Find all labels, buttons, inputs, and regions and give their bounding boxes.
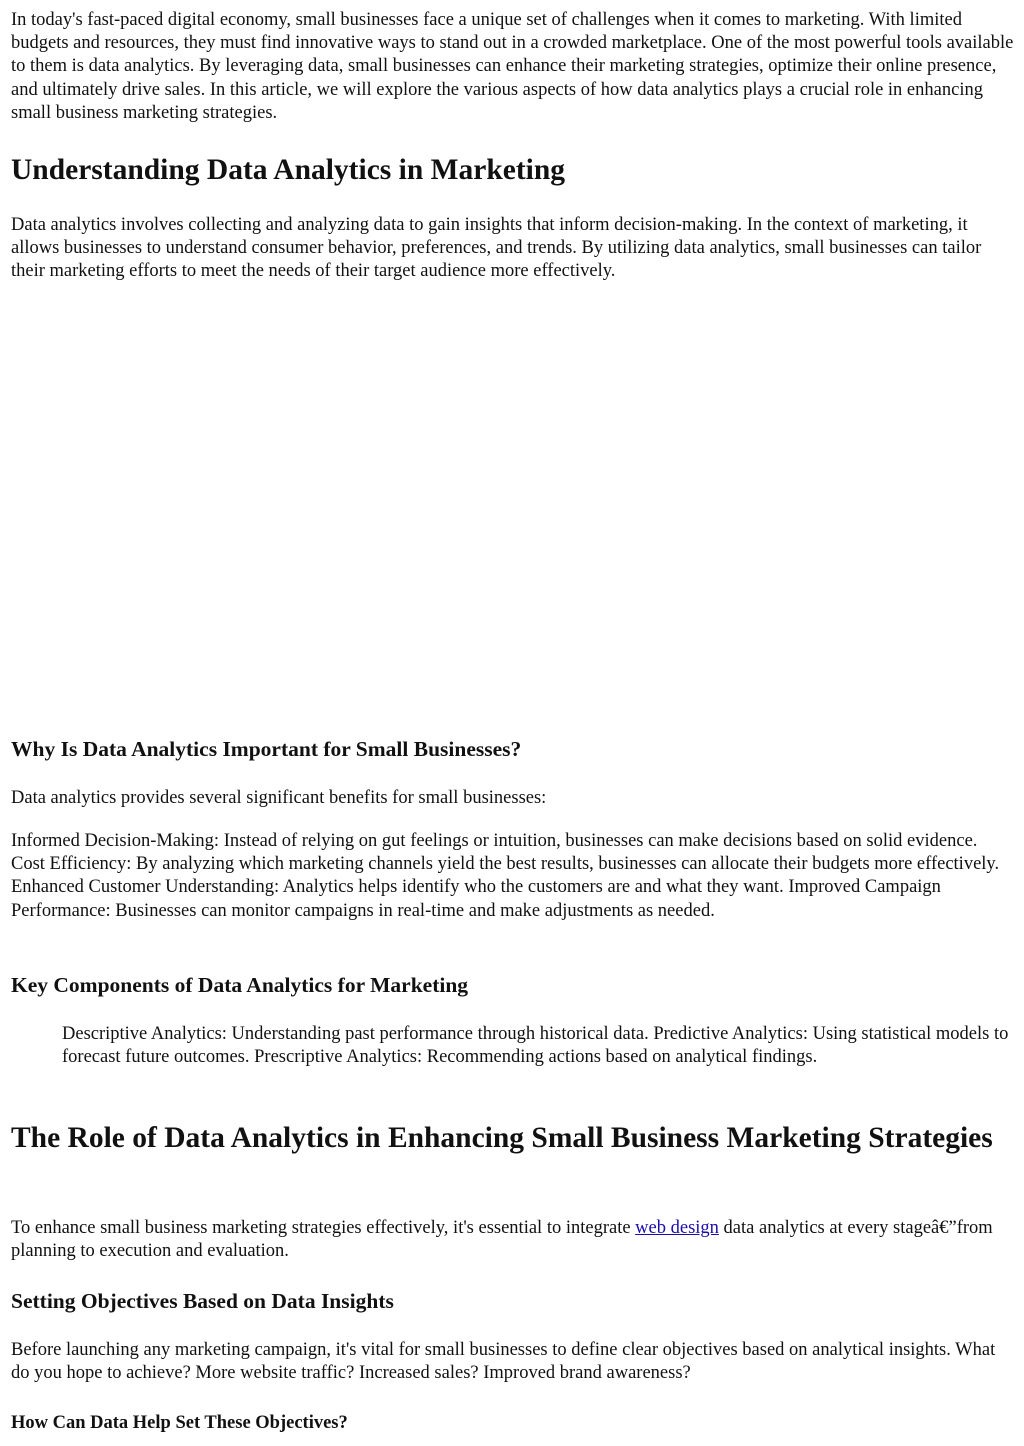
benefits-paragraph: Informed Decision-Making: Instead of relying on gut feelings or intuition, businesses can make decisions based on solid evidence. Cost Efficiency: By analyzing which marketing channels yield the best results, businesses can allocate their budgets more effectively. Enhanced Customer Understanding: Analytics helps identify who the customers are and what they want. Improved Campaign Performance: Businesses can monitor campaigns in real-time and make adjustments as needed. xyxy=(11,831,1000,921)
heading-role: The Role of Data Analytics in Enhancing Small Business Marketing Strategies xyxy=(11,1122,993,1154)
why-paragraph: Data analytics provides several significant benefits for small businesses: xyxy=(11,788,547,808)
web-design-link[interactable]: web design xyxy=(635,1218,719,1238)
key-components-quote xyxy=(11,1023,1015,1069)
key-components-text: Descriptive Analytics: Understanding past performance through historical data. Predictive Analytics: Using statistical models to forecast future outcomes. Prescriptive Analytics: Recommending actions based on analytical findings. xyxy=(62,1024,1009,1068)
setting-paragraph: Before launching any marketing campaign, it's vital for small businesses to define clear objectives based on analytical insights. What do you hope to achieve? More website traffic? Increased sales? Improved brand awareness? xyxy=(11,1340,996,1384)
heading-why: Why Is Data Analytics Important for Small Businesses? xyxy=(11,737,522,761)
role-text-before: To enhance small business marketing strategies effectively, it's essential to integrate xyxy=(11,1218,636,1238)
heading-setting-objectives: Setting Objectives Based on Data Insights xyxy=(11,1289,394,1313)
role-text-after: data analytics at every stageâ€”from planning to execution and evaluation. xyxy=(11,1218,993,1262)
intro-paragraph: In today's fast-paced digital economy, small businesses face a unique set of challenges when it comes to marketing. With limited budgets and resources, they must find innovative ways to stand out in a crowded marketplace. One of the most powerful tools available to them is data analytics. By leveraging data, small businesses can enhance their marketing strategies, optimize their online presence, and ultimately drive sales. In this article, we will explore the various aspects of how data analytics plays a crucial role in enhancing small business marketing strategies. xyxy=(11,10,1014,123)
understanding-paragraph: Data analytics involves collecting and analyzing data to gain insights that inform decision-making. In the context of marketing, it allows businesses to understand consumer behavior, preferences, and trends. By utilizing data analytics, small businesses can tailor their marketing efforts to meet the needs of their target audience more effectively. xyxy=(11,215,982,282)
role-paragraph xyxy=(11,1217,1015,1263)
blank-embed-area xyxy=(11,290,1015,730)
heading-key-components: Key Components of Data Analytics for Marketing xyxy=(11,973,469,997)
heading-understanding: Understanding Data Analytics in Marketing xyxy=(11,154,565,186)
heading-how-data-helps: How Can Data Help Set These Objectives? xyxy=(11,1413,348,1433)
